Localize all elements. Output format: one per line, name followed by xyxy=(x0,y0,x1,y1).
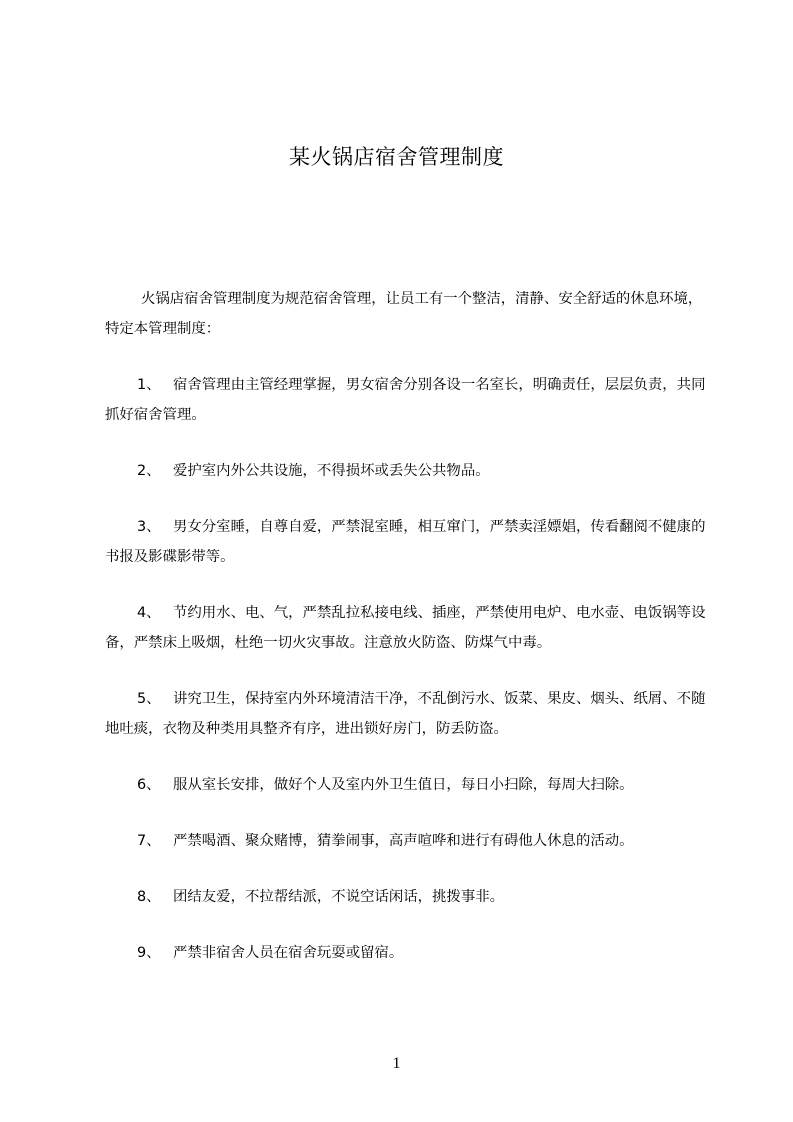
rule-number: 1、 xyxy=(137,377,161,393)
intro-paragraph: 火锅店宿舍管理制度为规范宿舍管理，让员工有一个整洁，清静、安全舒适的休息环境，特定本管理制度： xyxy=(105,291,703,337)
rule-number: 2、 xyxy=(137,463,161,479)
rule-text: 讲究卫生，保持室内外环境清洁干净，不乱倒污水、饭菜、果皮、烟头、纸屑、不随地吐痰，衣物及种类用具整齐有序，进出锁好房门，防丢防盗。 xyxy=(105,691,706,737)
rule-number: 8、 xyxy=(137,889,161,905)
rule-item-6 xyxy=(105,770,715,800)
rule-number: 5、 xyxy=(137,691,161,707)
rule-item-1 xyxy=(105,370,715,430)
rule-item-7 xyxy=(105,826,715,856)
rule-item-8 xyxy=(105,882,715,912)
rule-item-5 xyxy=(105,684,715,744)
rule-text: 服从室长安排，做好个人及室内外卫生值日，每日小扫除，每周大扫除。 xyxy=(173,777,634,793)
document-body xyxy=(105,284,715,968)
rule-text: 爱护室内外公共设施，不得损坏或丢失公共物品。 xyxy=(173,463,490,479)
document-title: 某火锅店宿舍管理制度 xyxy=(289,145,504,169)
rule-item-4 xyxy=(105,598,715,658)
rule-text: 男女分室睡，自尊自爱，严禁混室睡，相互窜门，严禁卖淫嫖娼，传看翻阅不健康的书报及影碟影带等。 xyxy=(105,519,706,565)
rule-text: 团结友爱，不拉帮结派，不说空话闲话，挑拨事非。 xyxy=(173,889,504,905)
rule-item-9 xyxy=(105,938,715,968)
rule-number: 9、 xyxy=(137,945,161,961)
rule-number: 4、 xyxy=(137,605,161,621)
rule-text: 严禁非宿舍人员在宿舍玩耍或留宿。 xyxy=(173,945,404,961)
rule-number: 3、 xyxy=(137,519,161,535)
rule-number: 6、 xyxy=(137,777,161,793)
page-number: 1 xyxy=(392,1055,401,1072)
rule-item-3 xyxy=(105,512,715,572)
rule-text: 节约用水、电、气，严禁乱拉私接电线、插座，严禁使用电炉、电水壶、电饭锅等设备，严禁床上吸烟，杜绝一切火灾事故。注意放火防盗、防煤气中毒。 xyxy=(105,605,706,651)
rule-number: 7、 xyxy=(137,833,161,849)
rule-text: 严禁喝酒、聚众赌博，猜拳闹事，高声喧哗和进行有碍他人休息的活动。 xyxy=(173,833,634,849)
rule-text: 宿舍管理由主管经理掌握，男女宿舍分别各设一名室长，明确责任，层层负责，共同抓好宿舍管理。 xyxy=(105,377,706,423)
rule-item-2 xyxy=(105,456,715,486)
